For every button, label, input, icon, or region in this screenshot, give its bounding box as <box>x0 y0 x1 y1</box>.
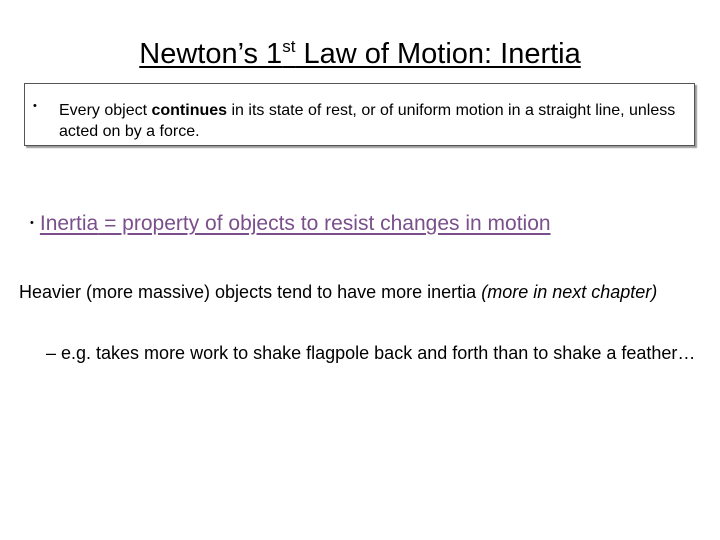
inertia-term: Inertia <box>39 212 99 235</box>
inertia-definition-text <box>40 212 551 235</box>
paragraph-text: Heavier (more massive) objects tend to have more inertia <box>19 282 482 302</box>
inertia-meaning: = property of objects to resist changes in motion <box>98 212 551 235</box>
title-superscript: st <box>282 37 296 56</box>
definition-box <box>24 83 695 146</box>
paragraph-italic-note: (more in next chapter) <box>481 282 658 302</box>
bullet-icon: • <box>30 217 34 229</box>
example-paragraph <box>19 341 709 366</box>
definition-text-start: Every object <box>59 102 152 119</box>
title-main: Newton’s 1 <box>139 38 283 70</box>
definition-text-end: in its state of rest, or of uniform motion in a straight line, unless acted on by a force. <box>59 102 676 140</box>
example-text: – e.g. takes more work to shake flagpole back and forth than to shake a feather… <box>46 343 696 363</box>
bullet-icon: • <box>33 100 37 112</box>
mass-inertia-paragraph <box>19 280 709 305</box>
title-rest: Law of Motion: Inertia <box>295 38 581 70</box>
definition-text <box>59 100 689 142</box>
slide-title <box>0 36 720 72</box>
definition-bold-word: continues <box>151 102 228 119</box>
inertia-definition <box>30 209 551 238</box>
slide-title-text <box>139 38 581 70</box>
